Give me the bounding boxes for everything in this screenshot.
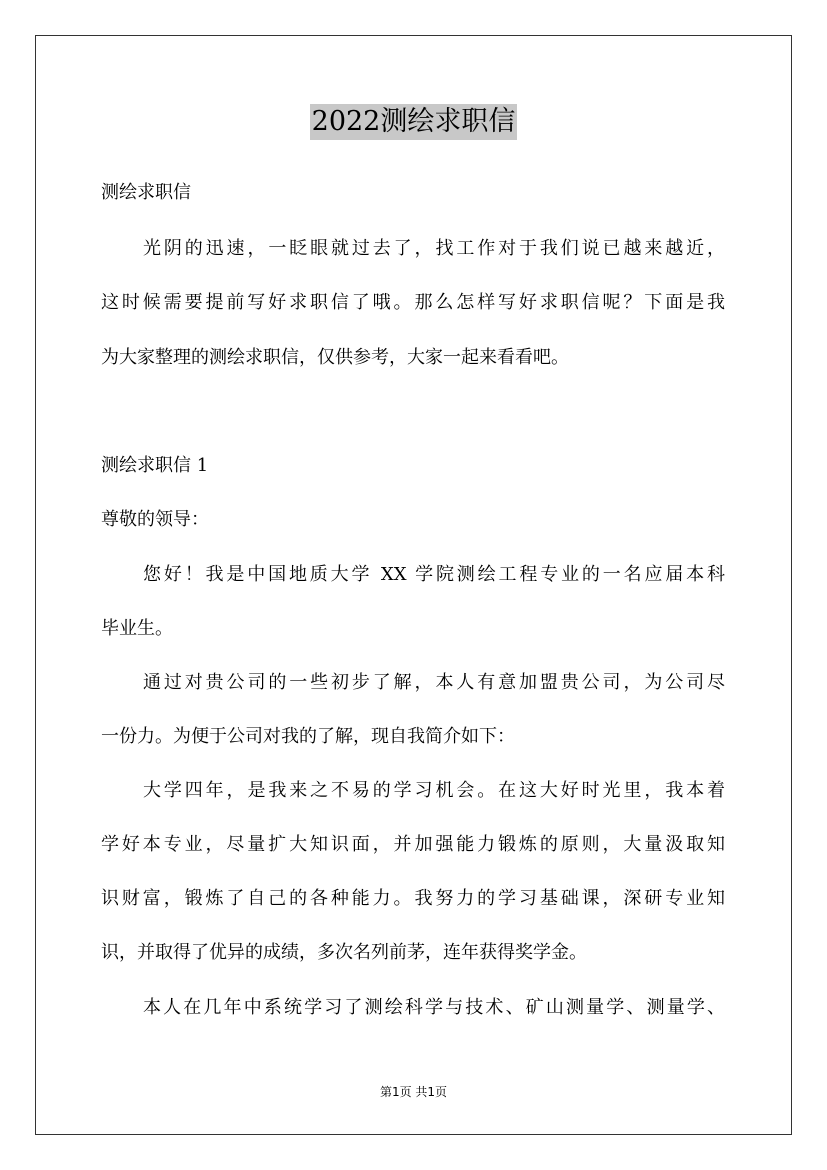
intro-line-3: 为大家整理的测绘求职信，仅供参考，大家一起来看看吧。 [101, 347, 569, 368]
body-line-8: 识，并取得了优异的成绩，多次名列前茅，连年获得奖学金。 [101, 942, 587, 963]
title-container [0, 104, 827, 140]
body-line-3: 通过对贵公司的一些初步了解，本人有意加盟贵公司，为公司尽 [143, 672, 725, 693]
body-line-2: 毕业生。 [101, 618, 173, 639]
letter-heading: 测绘求职信 1 [101, 455, 209, 476]
body-line-4: 一份力。为便于公司对我的了解，现自我简介如下： [101, 726, 515, 747]
body-line-5: 大学四年，是我来之不易的学习机会。在这大好时光里，我本着 [143, 780, 725, 801]
body-line-6: 学好本专业，尽量扩大知识面，并加强能力锻炼的原则，大量汲取知 [101, 834, 725, 855]
body-line-9: 本人在几年中系统学习了测绘科学与技术、矿山测量学、测量学、 [143, 997, 725, 1018]
body-line-7: 识财富，锻炼了自己的各种能力。我努力的学习基础课，深研专业知 [101, 888, 725, 909]
body-line-1: 您好！我是中国地质大学 XX 学院测绘工程专业的一名应届本科 [143, 564, 725, 585]
intro-line-1: 光阴的迅速，一眨眼就过去了，找工作对于我们说已越来越近， [143, 238, 725, 259]
document-title: 2022测绘求职信 [310, 104, 518, 140]
section-heading: 测绘求职信 [101, 182, 191, 203]
page-footer: 第1页 共1页 [379, 1085, 448, 1099]
salutation: 尊敬的领导： [101, 509, 209, 530]
intro-line-2: 这时候需要提前写好求职信了哦。那么怎样写好求职信呢？下面是我 [101, 292, 725, 313]
